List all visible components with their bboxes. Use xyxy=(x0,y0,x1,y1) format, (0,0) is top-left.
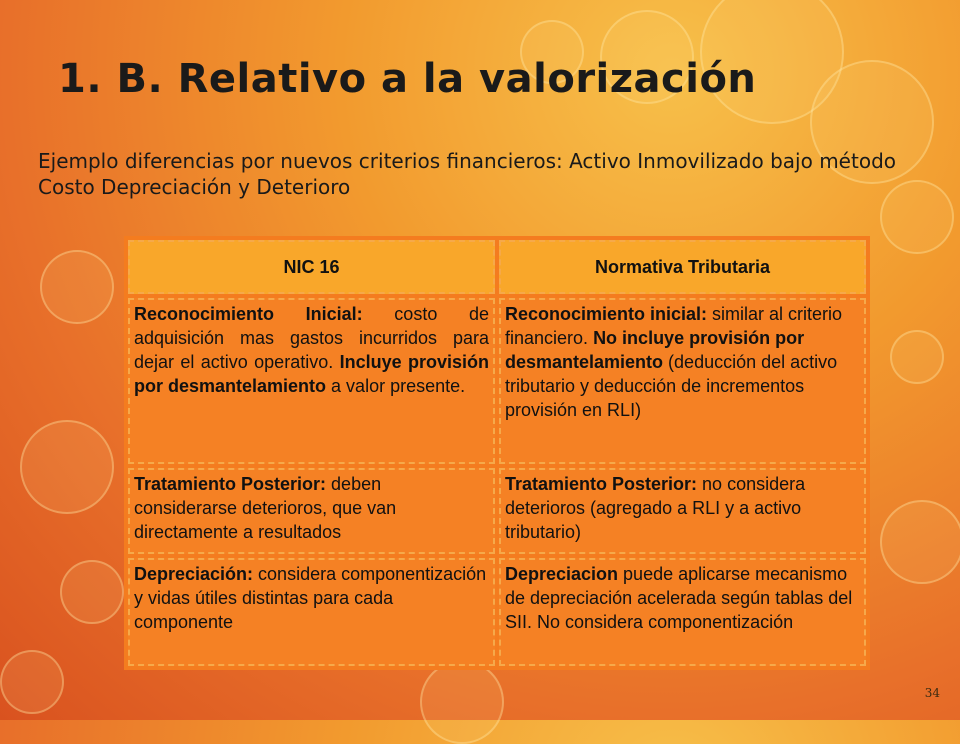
cell-label: Depreciación: xyxy=(134,564,254,584)
cell-text: deben considerarse deterioros, que van directamente a resultados xyxy=(134,474,397,542)
page-number: 34 xyxy=(924,686,940,700)
cell-nic-depreciation xyxy=(128,558,495,666)
cell-text: a valor presente. xyxy=(326,376,466,396)
cell-emphasis: No incluye provisión por desmantelamiento xyxy=(505,328,805,372)
cell-emphasis: Incluye provisión por desmantelamiento xyxy=(134,352,489,396)
cell-text: no considera deterioros (agregado a RLI y a activo tributario) xyxy=(505,474,806,542)
cell-text: puede aplicarse mecanismo de depreciación acelerada según tablas del SII. No considera componentización xyxy=(505,564,853,632)
table-row xyxy=(128,298,866,464)
cell-text: (deducción del activo tributario y deducción de incrementos provisión en RLI) xyxy=(505,352,838,420)
cell-label: Tratamiento Posterior: xyxy=(505,474,698,494)
cell-text: considera componentización y vidas útiles distintas para cada componente xyxy=(134,564,487,632)
cell-nic-initial xyxy=(128,298,495,464)
page-title: 1. B. Relativo a la valorización xyxy=(58,56,757,102)
comparison-table xyxy=(124,236,870,670)
cell-text: similar al criterio financiero. xyxy=(505,304,843,348)
header-nic16: NIC 16 xyxy=(128,240,495,294)
cell-label: Reconocimiento inicial: xyxy=(505,304,708,324)
table-row xyxy=(128,558,866,666)
cell-trib-depreciation xyxy=(499,558,866,666)
cell-label: Depreciacion xyxy=(505,564,619,584)
slide-subtitle: Ejemplo diferencias por nuevos criterios financieros: Activo Inmovilizado bajo método Costo Depreciación y Deterioro xyxy=(38,149,896,199)
table-header-row xyxy=(128,240,866,294)
cell-label: Reconocimiento Inicial: xyxy=(134,304,363,324)
header-normativa-tributaria: Normativa Tributaria xyxy=(499,240,866,294)
cell-trib-initial xyxy=(499,298,866,464)
cell-nic-posterior xyxy=(128,468,495,554)
cell-label: Tratamiento Posterior: xyxy=(134,474,327,494)
table-row xyxy=(128,468,866,554)
cell-text: costo de adquisición mas gastos incurridos para dejar el activo operativo. xyxy=(134,304,489,372)
cell-trib-posterior xyxy=(499,468,866,554)
